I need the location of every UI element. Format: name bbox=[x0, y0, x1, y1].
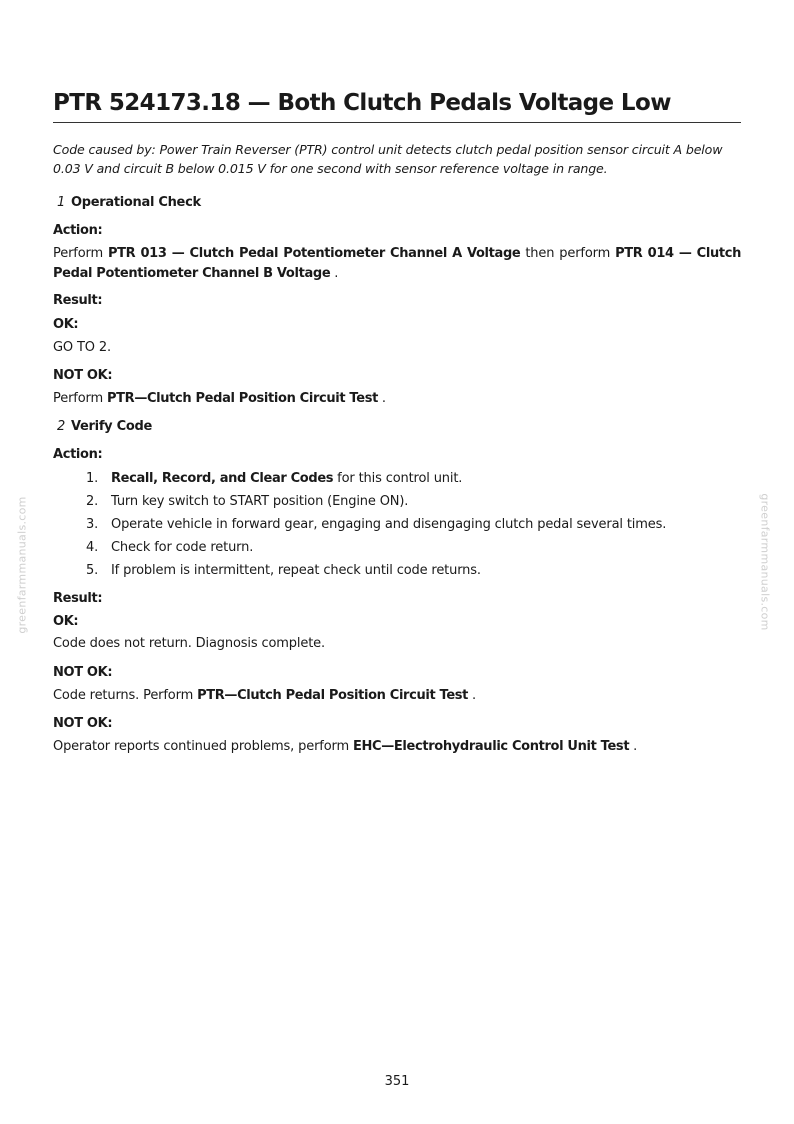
step-1-notok-text-1: Perform bbox=[53, 391, 107, 406]
list-item-text: Turn key switch to START position (Engine ON). bbox=[111, 494, 409, 509]
list-item bbox=[53, 560, 741, 583]
step-2-action-label: Action: bbox=[53, 447, 103, 462]
step-1-action-text-1: Perform bbox=[53, 246, 108, 261]
list-item bbox=[53, 537, 741, 560]
step-1-action-text bbox=[53, 244, 741, 284]
clutch-pedal-circuit-test-link-2[interactable]: PTR—Clutch Pedal Position Circuit Test bbox=[197, 688, 469, 703]
step-2-notok-label-2: NOT OK: bbox=[53, 716, 113, 731]
step-2-action-list bbox=[53, 468, 741, 583]
ptr-014-link[interactable]: PTR 014 — Clutch Pedal Potentiometer Channel B Voltage bbox=[53, 246, 741, 281]
list-item-text: Check for code return. bbox=[111, 540, 254, 555]
ptr-013-link[interactable]: PTR 013 — Clutch Pedal Potentiometer Channel A Voltage bbox=[107, 246, 521, 261]
list-item-number: 2. bbox=[86, 494, 99, 509]
list-item bbox=[53, 468, 741, 491]
step-2-notok-2-text-a: Operator reports continued problems, perform bbox=[53, 739, 353, 754]
step-2-notok-text-1 bbox=[53, 686, 741, 706]
clutch-pedal-circuit-test-link[interactable]: PTR—Clutch Pedal Position Circuit Test bbox=[106, 391, 378, 406]
step-1-title: Operational Check bbox=[70, 195, 201, 210]
step-2-notok-1-text-a: Code returns. Perform bbox=[53, 688, 198, 703]
step-1-heading bbox=[53, 194, 201, 212]
page-title: PTR 524173.18 — Both Clutch Pedals Voltage Low bbox=[53, 90, 671, 116]
step-1-action-text-3: . bbox=[330, 266, 339, 281]
ehc-control-unit-test-link[interactable]: EHC—Electrohydraulic Control Unit Test bbox=[352, 739, 630, 754]
step-1-number: 1 bbox=[57, 195, 65, 210]
step-1-notok-text-2: . bbox=[377, 391, 386, 406]
code-cause-text: Code caused by: Power Train Reverser (PTR) control unit detects clutch pedal position sensor circuit A below 0.03 V and circuit B below 0.015 V for one second with sensor reference voltage in range. bbox=[53, 142, 723, 176]
step-1-action-text-2: then perform bbox=[520, 246, 616, 261]
step-1-notok-label: NOT OK: bbox=[53, 368, 113, 383]
title-divider bbox=[53, 122, 741, 123]
list-item bbox=[53, 514, 741, 537]
list-item-text-rest: for this control unit. bbox=[333, 471, 463, 486]
list-item bbox=[53, 491, 741, 514]
list-item-number: 3. bbox=[86, 517, 99, 532]
step-1-ok-label: OK: bbox=[53, 317, 79, 332]
step-2-result-label: Result: bbox=[53, 591, 103, 606]
step-1-notok-text bbox=[53, 389, 741, 409]
step-2-number: 2 bbox=[57, 419, 65, 434]
watermark-left: greenfarmmanuals.com bbox=[15, 496, 29, 634]
step-2-heading bbox=[53, 418, 152, 436]
step-1-ok-text: GO TO 2. bbox=[53, 340, 111, 355]
step-2-notok-1-text-b: . bbox=[468, 688, 477, 703]
page-number: 351 bbox=[384, 1074, 410, 1089]
step-2-notok-text-2 bbox=[53, 737, 741, 757]
list-item-text: Operate vehicle in forward gear, engaging and disengaging clutch pedal several times. bbox=[111, 517, 667, 532]
step-2-notok-2-text-b: . bbox=[629, 739, 638, 754]
step-2-title: Verify Code bbox=[70, 419, 152, 434]
step-1-action-label: Action: bbox=[53, 223, 103, 238]
list-item-number: 1. bbox=[86, 471, 99, 486]
list-item-text: If problem is intermittent, repeat check until code returns. bbox=[111, 563, 481, 578]
step-2-ok-text: Code does not return. Diagnosis complete. bbox=[53, 636, 325, 651]
step-2-notok-label-1: NOT OK: bbox=[53, 665, 113, 680]
step-2-ok-label: OK: bbox=[53, 614, 79, 629]
step-1-result-label: Result: bbox=[53, 293, 103, 308]
list-item-text bbox=[111, 468, 462, 490]
list-item-number: 5. bbox=[86, 563, 99, 578]
list-item-number: 4. bbox=[86, 540, 99, 555]
recall-record-clear-codes-link[interactable]: Recall, Record, and Clear Codes bbox=[111, 471, 334, 486]
watermark-right: greenfarmmanuals.com bbox=[758, 493, 772, 631]
